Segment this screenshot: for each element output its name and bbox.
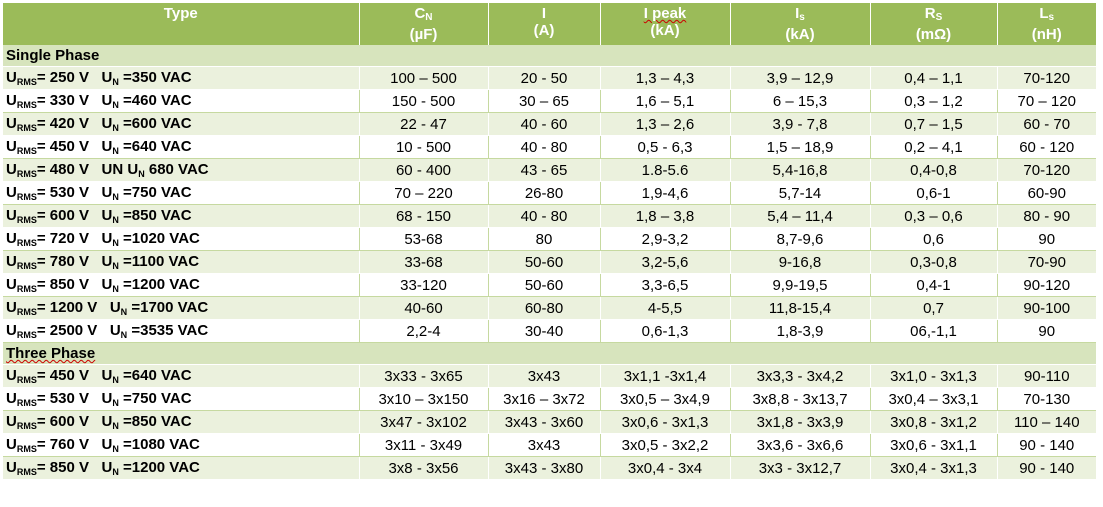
urms-symbol: U — [6, 207, 17, 224]
table-row — [3, 67, 1096, 90]
table-cell: 80 — [488, 228, 600, 251]
urms-value: = 600 V — [36, 207, 89, 224]
un-prefix: UN — [101, 161, 128, 178]
table-cell: 3x43 — [488, 434, 600, 457]
urms-subscript: RMS — [16, 238, 37, 248]
table-cell: 3x47 - 3x102 — [359, 411, 488, 434]
table-cell: 3x10 – 3x150 — [359, 388, 488, 411]
un-symbol: U — [101, 413, 113, 430]
urms-value: = 760 V — [36, 436, 89, 453]
table-row — [3, 365, 1096, 388]
urms-value: = 420 V — [36, 115, 89, 132]
column-header-symbol: R — [924, 5, 936, 22]
table-cell: 3x0,4 – 3x3,1 — [870, 388, 997, 411]
voltage-type-cell — [3, 136, 359, 159]
column-header-symbol: C — [414, 5, 426, 22]
un-subscript: N — [112, 238, 119, 248]
table-cell: 3x0,8 - 3x1,2 — [870, 411, 997, 434]
table-cell: 11,8-15,4 — [730, 297, 870, 320]
urms-symbol: U — [6, 161, 17, 178]
un-symbol: U — [101, 367, 113, 384]
urms-symbol: U — [6, 413, 17, 430]
urms-symbol: U — [6, 253, 17, 270]
table-cell: 90 - 140 — [997, 434, 1096, 457]
table-cell: 3x0,4 - 3x4 — [600, 457, 730, 480]
table-cell: 33-120 — [359, 274, 488, 297]
table-cell: 1,3 – 4,3 — [600, 67, 730, 90]
urms-value: = 720 V — [36, 230, 89, 247]
table-cell: 9,9-19,5 — [730, 274, 870, 297]
urms-subscript: RMS — [16, 123, 37, 133]
voltage-type-cell — [3, 205, 359, 228]
urms-value: = 530 V — [36, 390, 89, 407]
table-cell: 4-5,5 — [600, 297, 730, 320]
table-row — [3, 434, 1096, 457]
urms-symbol: U — [6, 138, 17, 155]
table-cell: 68 - 150 — [359, 205, 488, 228]
group-title-text: Single Phase — [6, 47, 100, 64]
urms-subscript: RMS — [16, 77, 37, 87]
un-value: =3535 VAC — [131, 322, 209, 339]
table-cell: 3x0,6 - 3x1,1 — [870, 434, 997, 457]
table-cell: 90-110 — [997, 365, 1096, 388]
voltage-type-cell — [3, 182, 359, 205]
table-cell: 33-68 — [359, 251, 488, 274]
urms-subscript: RMS — [16, 100, 37, 110]
urms-value: = 530 V — [36, 184, 89, 201]
table-cell: 60-90 — [997, 182, 1096, 205]
table-cell: 3,3-6,5 — [600, 274, 730, 297]
urms-value: = 330 V — [36, 92, 89, 109]
un-subscript: N — [112, 398, 119, 408]
table-cell: 90 - 140 — [997, 457, 1096, 480]
table-cell: 20 - 50 — [488, 67, 600, 90]
un-symbol: U — [101, 184, 113, 201]
table-row — [3, 457, 1096, 480]
urms-symbol: U — [6, 436, 17, 453]
un-value: =750 VAC — [123, 390, 192, 407]
group-title — [3, 343, 1096, 365]
column-header — [3, 3, 359, 45]
header-row — [3, 3, 1096, 45]
un-symbol: U — [127, 161, 139, 178]
column-header-unit: (µF) — [409, 26, 438, 43]
table-cell: 06,-1,1 — [870, 320, 997, 343]
urms-symbol: U — [6, 367, 17, 384]
un-subscript: N — [112, 284, 119, 294]
table-cell: 0,6-1 — [870, 182, 997, 205]
un-subscript: N — [112, 192, 119, 202]
un-symbol: U — [101, 69, 113, 86]
urms-value: = 850 V — [36, 459, 89, 476]
table-cell: 3x8,8 - 3x13,7 — [730, 388, 870, 411]
table-row — [3, 411, 1096, 434]
urms-value: = 850 V — [36, 276, 89, 293]
table-cell: 3,2-5,6 — [600, 251, 730, 274]
un-subscript: N — [120, 330, 128, 340]
un-subscript: N — [112, 123, 119, 133]
table-cell: 5,4 – 11,4 — [730, 205, 870, 228]
un-symbol: U — [109, 299, 121, 316]
table-cell: 6 – 15,3 — [730, 90, 870, 113]
table-cell: 0,3-0,8 — [870, 251, 997, 274]
urms-symbol: U — [6, 390, 17, 407]
urms-value: = 450 V — [36, 138, 89, 155]
table-cell: 30-40 — [488, 320, 600, 343]
un-value: =350 VAC — [123, 69, 192, 86]
table-cell: 80 - 90 — [997, 205, 1096, 228]
voltage-type-cell — [3, 434, 359, 457]
table-cell: 3,9 - 7,8 — [730, 113, 870, 136]
urms-subscript: RMS — [16, 330, 37, 340]
voltage-type-cell — [3, 113, 359, 136]
column-header-title — [5, 5, 357, 22]
table-cell: 1.8-5.6 — [600, 159, 730, 182]
table-cell: 2,2-4 — [359, 320, 488, 343]
table-row — [3, 182, 1096, 205]
table-cell: 0,4-0,8 — [870, 159, 997, 182]
un-value: =750 VAC — [123, 184, 192, 201]
un-symbol: U — [101, 207, 113, 224]
un-value: =850 VAC — [123, 207, 192, 224]
voltage-type-cell — [3, 365, 359, 388]
urms-value: = 450 V — [36, 367, 89, 384]
table-cell: 40 - 80 — [488, 205, 600, 228]
group-title — [3, 45, 1096, 67]
table-cell: 0,6-1,3 — [600, 320, 730, 343]
urms-subscript: RMS — [16, 169, 37, 179]
urms-value: = 600 V — [36, 413, 89, 430]
table-cell: 3x33 - 3x65 — [359, 365, 488, 388]
voltage-type-cell — [3, 159, 359, 182]
voltage-type-cell — [3, 297, 359, 320]
voltage-type-cell — [3, 457, 359, 480]
table-row — [3, 297, 1096, 320]
un-symbol: U — [101, 390, 113, 407]
un-value: =1020 VAC — [123, 230, 200, 247]
table-cell: 3x43 - 3x80 — [488, 457, 600, 480]
column-header-title — [491, 5, 598, 22]
un-value: =1080 VAC — [123, 436, 200, 453]
column-header-subscript: s — [799, 12, 805, 23]
urms-subscript: RMS — [16, 215, 37, 225]
table-cell: 3x0,4 - 3x1,3 — [870, 457, 997, 480]
table-cell: 1,6 – 5,1 — [600, 90, 730, 113]
urms-subscript: RMS — [16, 444, 37, 454]
column-header — [488, 3, 600, 45]
urms-symbol: U — [6, 184, 17, 201]
column-header-title — [362, 5, 486, 26]
table-cell: 70-90 — [997, 251, 1096, 274]
table-cell: 0,5 - 6,3 — [600, 136, 730, 159]
column-header-symbol: I — [795, 5, 800, 22]
urms-value: = 780 V — [36, 253, 89, 270]
table-cell: 90 — [997, 320, 1096, 343]
table-cell: 0,3 – 1,2 — [870, 90, 997, 113]
table-body — [3, 45, 1096, 480]
un-subscript: N — [112, 467, 119, 477]
table-row — [3, 159, 1096, 182]
table-cell: 10 - 500 — [359, 136, 488, 159]
un-symbol: U — [109, 322, 121, 339]
table-cell: 60-80 — [488, 297, 600, 320]
un-value: =1200 VAC — [123, 459, 200, 476]
table-row — [3, 113, 1096, 136]
urms-subscript: RMS — [16, 421, 37, 431]
table-cell: 70-130 — [997, 388, 1096, 411]
un-value: =1200 VAC — [123, 276, 200, 293]
table-cell: 3x43 - 3x60 — [488, 411, 600, 434]
column-header-unit: (mΩ) — [915, 26, 952, 43]
un-subscript: N — [112, 100, 119, 110]
column-header — [870, 3, 997, 45]
column-header-symbol: L — [1039, 5, 1049, 22]
table-cell: 0,2 – 4,1 — [870, 136, 997, 159]
group-row — [3, 343, 1096, 365]
urms-symbol: U — [6, 276, 17, 293]
column-header-subscript: N — [425, 12, 433, 23]
table-cell: 5,4-16,8 — [730, 159, 870, 182]
table-cell: 3x3 - 3x12,7 — [730, 457, 870, 480]
table-cell: 3x43 — [488, 365, 600, 388]
urms-symbol: U — [6, 92, 17, 109]
column-header — [730, 3, 870, 45]
table-cell: 43 - 65 — [488, 159, 600, 182]
table-cell: 8,7-9,6 — [730, 228, 870, 251]
table-cell: 1,5 – 18,9 — [730, 136, 870, 159]
un-symbol: U — [101, 138, 113, 155]
table-cell: 3x0,6 - 3x1,3 — [600, 411, 730, 434]
urms-subscript: RMS — [16, 398, 37, 408]
table-cell: 2,9-3,2 — [600, 228, 730, 251]
un-value: =600 VAC — [123, 115, 192, 132]
table-cell: 90 — [997, 228, 1096, 251]
un-value: =850 VAC — [123, 413, 192, 430]
group-title-text: Three Phase — [6, 345, 96, 362]
table-cell: 70-120 — [997, 159, 1096, 182]
urms-symbol: U — [6, 299, 17, 316]
urms-subscript: RMS — [16, 467, 37, 477]
table-cell: 53-68 — [359, 228, 488, 251]
table-cell: 90-120 — [997, 274, 1096, 297]
table-cell: 70-120 — [997, 67, 1096, 90]
column-header — [600, 3, 730, 45]
un-subscript: N — [112, 421, 119, 431]
voltage-type-cell — [3, 251, 359, 274]
urms-symbol: U — [6, 459, 17, 476]
voltage-type-cell — [3, 388, 359, 411]
table-row — [3, 228, 1096, 251]
table-cell: 3x3,3 - 3x4,2 — [730, 365, 870, 388]
table-cell: 30 – 65 — [488, 90, 600, 113]
table-cell: 150 - 500 — [359, 90, 488, 113]
un-subscript: N — [138, 169, 145, 179]
table-cell: 60 - 400 — [359, 159, 488, 182]
column-header-symbol: Type — [163, 5, 198, 22]
column-header-title — [873, 5, 995, 26]
urms-subscript: RMS — [16, 284, 37, 294]
urms-subscript: RMS — [16, 261, 37, 271]
table-cell: 70 – 120 — [997, 90, 1096, 113]
un-value: =640 VAC — [123, 138, 192, 155]
table-cell: 3x1,1 -3x1,4 — [600, 365, 730, 388]
table-cell: 90-100 — [997, 297, 1096, 320]
table-cell: 26-80 — [488, 182, 600, 205]
table-cell: 100 – 500 — [359, 67, 488, 90]
urms-symbol: U — [6, 230, 17, 247]
table-cell: 50-60 — [488, 274, 600, 297]
un-symbol: U — [101, 436, 113, 453]
urms-symbol: U — [6, 69, 17, 86]
table-row — [3, 205, 1096, 228]
table-cell: 1,3 – 2,6 — [600, 113, 730, 136]
urms-value: = 480 V — [36, 161, 89, 178]
urms-subscript: RMS — [16, 307, 37, 317]
voltage-type-cell — [3, 320, 359, 343]
column-header-unit: (kA) — [785, 26, 815, 43]
urms-value: = 1200 V — [36, 299, 98, 316]
table-cell: 0,3 – 0,6 — [870, 205, 997, 228]
table-cell: 0,7 – 1,5 — [870, 113, 997, 136]
voltage-type-cell — [3, 274, 359, 297]
table-cell: 40 - 80 — [488, 136, 600, 159]
urms-subscript: RMS — [16, 375, 37, 385]
column-header — [997, 3, 1096, 45]
table-cell: 0,4 – 1,1 — [870, 67, 997, 90]
column-header-title — [603, 5, 728, 22]
table-cell: 50-60 — [488, 251, 600, 274]
table-cell: 3x0,5 – 3x4,9 — [600, 388, 730, 411]
un-symbol: U — [101, 115, 113, 132]
table-cell: 3x3,6 - 3x6,6 — [730, 434, 870, 457]
column-header-subscript: S — [935, 12, 943, 23]
table-cell: 60 - 120 — [997, 136, 1096, 159]
urms-symbol: U — [6, 322, 17, 339]
un-symbol: U — [101, 276, 113, 293]
column-header-unit: (nH) — [1031, 26, 1062, 43]
table-cell: 1,8-3,9 — [730, 320, 870, 343]
un-subscript: N — [112, 77, 119, 87]
table-cell: 3,9 – 12,9 — [730, 67, 870, 90]
table-cell: 3x8 - 3x56 — [359, 457, 488, 480]
column-header-title — [1000, 5, 1095, 26]
table-cell: 3x1,0 - 3x1,3 — [870, 365, 997, 388]
voltage-type-cell — [3, 67, 359, 90]
urms-subscript: RMS — [16, 146, 37, 156]
voltage-type-cell — [3, 228, 359, 251]
table-cell: 3x0,5 - 3x2,2 — [600, 434, 730, 457]
table-cell: 70 – 220 — [359, 182, 488, 205]
table-cell: 0,6 — [870, 228, 997, 251]
un-symbol: U — [101, 253, 113, 270]
group-row — [3, 45, 1096, 67]
un-subscript: N — [120, 307, 128, 317]
un-value: =1100 VAC — [123, 253, 200, 270]
table-cell: 22 - 47 — [359, 113, 488, 136]
table-cell: 40 - 60 — [488, 113, 600, 136]
urms-value: = 2500 V — [36, 322, 98, 339]
capacitor-spec-table — [3, 3, 1096, 480]
un-value: =1700 VAC — [131, 299, 209, 316]
table-row — [3, 388, 1096, 411]
un-subscript: N — [112, 444, 119, 454]
table-row — [3, 251, 1096, 274]
voltage-type-cell — [3, 90, 359, 113]
table-cell: 3x1,8 - 3x3,9 — [730, 411, 870, 434]
table-cell: 3x11 - 3x49 — [359, 434, 488, 457]
un-symbol: U — [101, 459, 113, 476]
table-cell: 1,8 – 3,8 — [600, 205, 730, 228]
table-row — [3, 274, 1096, 297]
capacitor-spec-table-container — [3, 3, 1096, 480]
table-cell: 0,7 — [870, 297, 997, 320]
un-subscript: N — [112, 215, 119, 225]
un-value: =460 VAC — [123, 92, 192, 109]
un-subscript: N — [112, 146, 119, 156]
table-cell: 110 – 140 — [997, 411, 1096, 434]
table-row — [3, 136, 1096, 159]
table-cell: 9-16,8 — [730, 251, 870, 274]
un-value: 680 VAC — [148, 161, 209, 178]
voltage-type-cell — [3, 411, 359, 434]
column-header — [359, 3, 488, 45]
urms-subscript: RMS — [16, 192, 37, 202]
column-header-symbol: I — [541, 5, 547, 22]
table-cell: 60 - 70 — [997, 113, 1096, 136]
un-value: =640 VAC — [123, 367, 192, 384]
column-header-title — [733, 5, 868, 26]
column-header-subscript: s — [1048, 12, 1055, 23]
table-cell: 0,4-1 — [870, 274, 997, 297]
table-cell: 3x16 – 3x72 — [488, 388, 600, 411]
un-subscript: N — [112, 261, 119, 271]
column-header-unit: (kA) — [650, 22, 680, 39]
urms-symbol: U — [6, 115, 17, 132]
un-subscript: N — [112, 375, 119, 385]
column-header-symbol: I peak — [643, 5, 687, 22]
table-row — [3, 90, 1096, 113]
table-row — [3, 320, 1096, 343]
table-cell: 1,9-4,6 — [600, 182, 730, 205]
table-cell: 40-60 — [359, 297, 488, 320]
column-header-unit: (A) — [533, 22, 555, 39]
un-symbol: U — [101, 230, 113, 247]
table-cell: 5,7-14 — [730, 182, 870, 205]
urms-value: = 250 V — [36, 69, 89, 86]
un-symbol: U — [101, 92, 113, 109]
